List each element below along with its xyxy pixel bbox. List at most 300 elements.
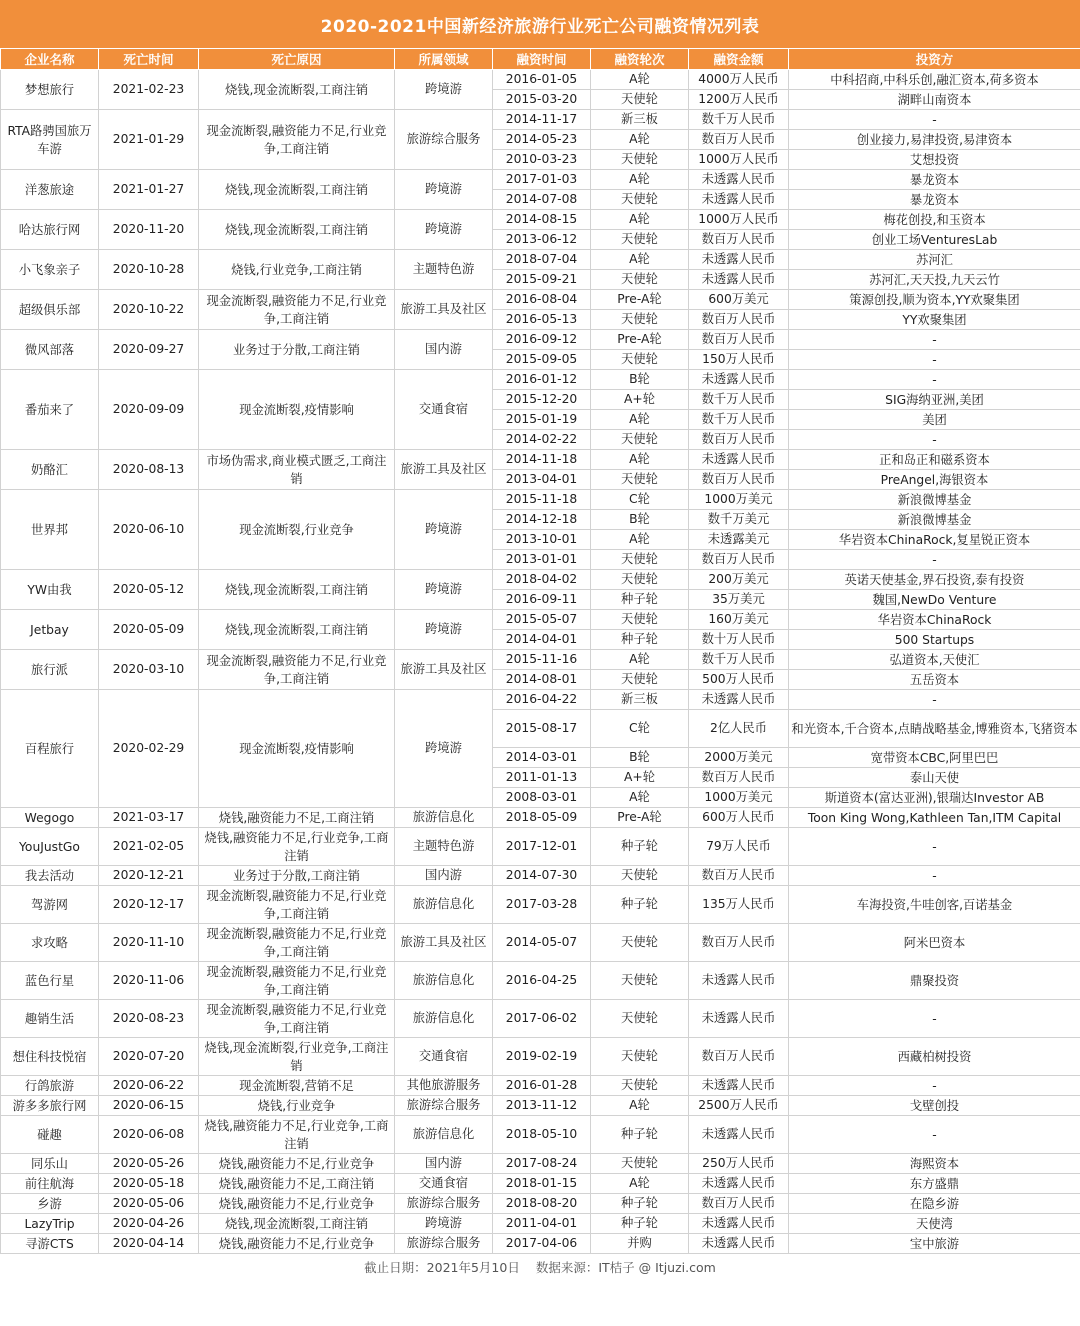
field-cell: 跨境游 xyxy=(395,690,493,808)
round-cell: 天使轮 xyxy=(591,924,689,962)
amount-cell: 数百万人民币 xyxy=(689,470,789,490)
amount-cell: 600万人民币 xyxy=(689,808,789,828)
round-cell: 种子轮 xyxy=(591,1116,689,1154)
funding-date-cell: 2018-01-15 xyxy=(493,1174,591,1194)
death-date-cell: 2020-05-06 xyxy=(99,1194,199,1214)
investors-cell: 华岩资本ChinaRock xyxy=(789,610,1080,630)
col-header-investors: 投资方 xyxy=(789,49,1080,70)
field-cell: 交通食宿 xyxy=(395,1038,493,1076)
company-name-cell: 游多多旅行网 xyxy=(1,1096,99,1116)
company-name-cell: 番茄来了 xyxy=(1,370,99,450)
death-reason-cell: 烧钱,融资能力不足,工商注销 xyxy=(199,1174,395,1194)
death-date-cell: 2020-06-10 xyxy=(99,490,199,570)
funding-date-cell: 2015-09-05 xyxy=(493,350,591,370)
table-row xyxy=(1,1174,1080,1194)
round-cell: 天使轮 xyxy=(591,430,689,450)
round-cell: 天使轮 xyxy=(591,1076,689,1096)
death-date-cell: 2020-10-22 xyxy=(99,290,199,330)
round-cell: A+轮 xyxy=(591,768,689,788)
amount-cell: 1000万美元 xyxy=(689,788,789,808)
col-header-company: 企业名称 xyxy=(1,49,99,70)
death-date-cell: 2020-08-23 xyxy=(99,1000,199,1038)
round-cell: 天使轮 xyxy=(591,670,689,690)
company-name-cell: 同乐山 xyxy=(1,1154,99,1174)
amount-cell: 4000万人民币 xyxy=(689,70,789,90)
company-name-cell: 蓝色行星 xyxy=(1,962,99,1000)
amount-cell: 未透露人民币 xyxy=(689,170,789,190)
field-cell: 旅游综合服务 xyxy=(395,1096,493,1116)
death-date-cell: 2021-02-05 xyxy=(99,828,199,866)
round-cell: 天使轮 xyxy=(591,190,689,210)
round-cell: A轮 xyxy=(591,410,689,430)
field-cell: 交通食宿 xyxy=(395,370,493,450)
table-row xyxy=(1,690,1080,710)
funding-date-cell: 2016-09-12 xyxy=(493,330,591,350)
funding-date-cell: 2015-11-16 xyxy=(493,650,591,670)
funding-date-cell: 2014-11-17 xyxy=(493,110,591,130)
table-row xyxy=(1,210,1080,230)
death-reason-cell: 业务过于分散,工商注销 xyxy=(199,330,395,370)
investors-cell: 斯道资本(富达亚洲),银瑞达Investor AB xyxy=(789,788,1080,808)
round-cell: A轮 xyxy=(591,530,689,550)
death-date-cell: 2021-03-17 xyxy=(99,808,199,828)
amount-cell: 数千万人民币 xyxy=(689,650,789,670)
table-row xyxy=(1,828,1080,866)
amount-cell: 数千万美元 xyxy=(689,510,789,530)
round-cell: Pre-A轮 xyxy=(591,808,689,828)
funding-date-cell: 2016-04-25 xyxy=(493,962,591,1000)
investors-cell: 500 Startups xyxy=(789,630,1080,650)
death-date-cell: 2020-11-06 xyxy=(99,962,199,1000)
investors-cell: PreAngel,海银资本 xyxy=(789,470,1080,490)
funding-date-cell: 2014-12-18 xyxy=(493,510,591,530)
funding-date-cell: 2010-03-23 xyxy=(493,150,591,170)
death-date-cell: 2020-02-29 xyxy=(99,690,199,808)
field-cell: 旅游综合服务 xyxy=(395,110,493,170)
amount-cell: 数千万人民币 xyxy=(689,110,789,130)
amount-cell: 数百万人民币 xyxy=(689,430,789,450)
funding-date-cell: 2016-08-04 xyxy=(493,290,591,310)
company-name-cell: 寻游CTS xyxy=(1,1234,99,1254)
field-cell: 跨境游 xyxy=(395,170,493,210)
death-date-cell: 2021-01-29 xyxy=(99,110,199,170)
death-reason-cell: 烧钱,现金流断裂,工商注销 xyxy=(199,570,395,610)
amount-cell: 未透露人民币 xyxy=(689,1076,789,1096)
round-cell: 天使轮 xyxy=(591,550,689,570)
death-reason-cell: 市场伪需求,商业模式匮乏,工商注销 xyxy=(199,450,395,490)
field-cell: 其他旅游服务 xyxy=(395,1076,493,1096)
table-title: 2020-2021中国新经济旅游行业死亡公司融资情况列表 xyxy=(0,0,1080,48)
funding-date-cell: 2015-05-07 xyxy=(493,610,591,630)
company-name-cell: YW由我 xyxy=(1,570,99,610)
field-cell: 旅游信息化 xyxy=(395,962,493,1000)
death-date-cell: 2020-06-15 xyxy=(99,1096,199,1116)
funding-date-cell: 2014-05-23 xyxy=(493,130,591,150)
investors-cell: - xyxy=(789,330,1080,350)
investors-cell: - xyxy=(789,1116,1080,1154)
investors-cell: 阿米巴资本 xyxy=(789,924,1080,962)
field-cell: 跨境游 xyxy=(395,210,493,250)
death-reason-cell: 烧钱,现金流断裂,工商注销 xyxy=(199,170,395,210)
company-name-cell: 求攻略 xyxy=(1,924,99,962)
amount-cell: 数百万人民币 xyxy=(689,1038,789,1076)
company-name-cell: RTA路骋国旅万车游 xyxy=(1,110,99,170)
company-name-cell: 前往航海 xyxy=(1,1174,99,1194)
funding-date-cell: 2013-06-12 xyxy=(493,230,591,250)
investors-cell: 湖畔山南资本 xyxy=(789,90,1080,110)
table-row xyxy=(1,1000,1080,1038)
death-reason-cell: 烧钱,融资能力不足,行业竞争,工商注销 xyxy=(199,1116,395,1154)
amount-cell: 数百万人民币 xyxy=(689,1194,789,1214)
amount-cell: 35万美元 xyxy=(689,590,789,610)
death-reason-cell: 烧钱,现金流断裂,行业竞争,工商注销 xyxy=(199,1038,395,1076)
company-name-cell: 行鸽旅游 xyxy=(1,1076,99,1096)
amount-cell: 未透露人民币 xyxy=(689,1174,789,1194)
funding-date-cell: 2014-11-18 xyxy=(493,450,591,470)
round-cell: 种子轮 xyxy=(591,1194,689,1214)
investors-cell: - xyxy=(789,370,1080,390)
death-reason-cell: 现金流断裂,融资能力不足,行业竞争,工商注销 xyxy=(199,110,395,170)
table-row xyxy=(1,1038,1080,1076)
amount-cell: 数千万人民币 xyxy=(689,410,789,430)
round-cell: A轮 xyxy=(591,1174,689,1194)
field-cell: 旅游工具及社区 xyxy=(395,450,493,490)
col-header-field: 所属领域 xyxy=(395,49,493,70)
investors-cell: 新浪微博基金 xyxy=(789,490,1080,510)
round-cell: A+轮 xyxy=(591,390,689,410)
round-cell: 种子轮 xyxy=(591,1214,689,1234)
company-name-cell: 想住科技悦宿 xyxy=(1,1038,99,1076)
amount-cell: 数千万人民币 xyxy=(689,390,789,410)
field-cell: 跨境游 xyxy=(395,1214,493,1234)
amount-cell: 数百万人民币 xyxy=(689,768,789,788)
round-cell: 天使轮 xyxy=(591,470,689,490)
investors-cell: - xyxy=(789,430,1080,450)
investors-cell: 和光资本,千合资本,点睛战略基金,博雅资本,飞猪资本 xyxy=(789,710,1080,748)
investors-cell: - xyxy=(789,866,1080,886)
round-cell: 天使轮 xyxy=(591,1154,689,1174)
round-cell: A轮 xyxy=(591,130,689,150)
footer xyxy=(0,1256,1080,1278)
amount-cell: 未透露人民币 xyxy=(689,190,789,210)
table-row xyxy=(1,1076,1080,1096)
field-cell: 旅游信息化 xyxy=(395,886,493,924)
amount-cell: 1000万美元 xyxy=(689,490,789,510)
investors-cell: - xyxy=(789,110,1080,130)
funding-date-cell: 2017-12-01 xyxy=(493,828,591,866)
company-name-cell: 梦想旅行 xyxy=(1,70,99,110)
death-reason-cell: 业务过于分散,工商注销 xyxy=(199,866,395,886)
amount-cell: 数百万人民币 xyxy=(689,230,789,250)
investors-cell: 苏河汇,天天投,九天云竹 xyxy=(789,270,1080,290)
field-cell: 旅游工具及社区 xyxy=(395,650,493,690)
funding-date-cell: 2016-01-28 xyxy=(493,1076,591,1096)
death-date-cell: 2020-05-09 xyxy=(99,610,199,650)
amount-cell: 2500万人民币 xyxy=(689,1096,789,1116)
death-reason-cell: 烧钱,融资能力不足,行业竞争 xyxy=(199,1154,395,1174)
round-cell: 天使轮 xyxy=(591,310,689,330)
round-cell: B轮 xyxy=(591,510,689,530)
death-date-cell: 2020-03-10 xyxy=(99,650,199,690)
investors-cell: 车海投资,牛哇创客,百诺基金 xyxy=(789,886,1080,924)
amount-cell: 1000万人民币 xyxy=(689,150,789,170)
field-cell: 旅游工具及社区 xyxy=(395,924,493,962)
funding-date-cell: 2016-05-13 xyxy=(493,310,591,330)
investors-cell: 西藏柏树投资 xyxy=(789,1038,1080,1076)
company-name-cell: LazyTrip xyxy=(1,1214,99,1234)
funding-date-cell: 2014-07-30 xyxy=(493,866,591,886)
funding-date-cell: 2014-02-22 xyxy=(493,430,591,450)
round-cell: Pre-A轮 xyxy=(591,330,689,350)
investors-cell: 暴龙资本 xyxy=(789,190,1080,210)
table-row xyxy=(1,570,1080,590)
table-row xyxy=(1,290,1080,310)
round-cell: A轮 xyxy=(591,650,689,670)
table-row xyxy=(1,110,1080,130)
funding-date-cell: 2014-05-07 xyxy=(493,924,591,962)
round-cell: B轮 xyxy=(591,370,689,390)
investors-cell: YY欢聚集团 xyxy=(789,310,1080,330)
death-reason-cell: 现金流断裂,融资能力不足,行业竞争,工商注销 xyxy=(199,924,395,962)
amount-cell: 数十万人民币 xyxy=(689,630,789,650)
death-date-cell: 2020-12-17 xyxy=(99,886,199,924)
investors-cell: - xyxy=(789,1076,1080,1096)
death-date-cell: 2020-10-28 xyxy=(99,250,199,290)
amount-cell: 250万人民币 xyxy=(689,1154,789,1174)
round-cell: A轮 xyxy=(591,450,689,470)
investors-cell: 创业工场VenturesLab xyxy=(789,230,1080,250)
company-name-cell: 乡游 xyxy=(1,1194,99,1214)
table-row xyxy=(1,1234,1080,1254)
funding-date-cell: 2015-12-20 xyxy=(493,390,591,410)
company-name-cell: 世界邦 xyxy=(1,490,99,570)
investors-cell: 弘道资本,天使汇 xyxy=(789,650,1080,670)
death-date-cell: 2020-04-14 xyxy=(99,1234,199,1254)
round-cell: A轮 xyxy=(591,170,689,190)
amount-cell: 数百万人民币 xyxy=(689,310,789,330)
table-row xyxy=(1,610,1080,630)
funding-date-cell: 2013-10-01 xyxy=(493,530,591,550)
company-name-cell: Wegogo xyxy=(1,808,99,828)
death-date-cell: 2020-06-22 xyxy=(99,1076,199,1096)
table-row xyxy=(1,1096,1080,1116)
amount-cell: 未透露人民币 xyxy=(689,962,789,1000)
field-cell: 旅游工具及社区 xyxy=(395,290,493,330)
funding-date-cell: 2018-04-02 xyxy=(493,570,591,590)
amount-cell: 未透露人民币 xyxy=(689,450,789,470)
company-name-cell: 哈达旅行网 xyxy=(1,210,99,250)
company-name-cell: YouJustGo xyxy=(1,828,99,866)
field-cell: 旅游信息化 xyxy=(395,1116,493,1154)
table-row xyxy=(1,490,1080,510)
field-cell: 跨境游 xyxy=(395,490,493,570)
table-row xyxy=(1,370,1080,390)
death-reason-cell: 烧钱,融资能力不足,行业竞争 xyxy=(199,1234,395,1254)
table-row xyxy=(1,1214,1080,1234)
death-reason-cell: 现金流断裂,融资能力不足,行业竞争,工商注销 xyxy=(199,290,395,330)
investors-cell: 创业接力,易津投资,易津资本 xyxy=(789,130,1080,150)
field-cell: 旅游信息化 xyxy=(395,1000,493,1038)
amount-cell: 1200万人民币 xyxy=(689,90,789,110)
death-reason-cell: 现金流断裂,营销不足 xyxy=(199,1076,395,1096)
round-cell: A轮 xyxy=(591,250,689,270)
round-cell: 新三板 xyxy=(591,110,689,130)
funding-date-cell: 2011-01-13 xyxy=(493,768,591,788)
funding-date-cell: 2013-01-01 xyxy=(493,550,591,570)
amount-cell: 200万美元 xyxy=(689,570,789,590)
col-header-funding-date: 融资时间 xyxy=(493,49,591,70)
investors-cell: 泰山天使 xyxy=(789,768,1080,788)
investors-cell: SIG海纳亚洲,美团 xyxy=(789,390,1080,410)
investors-cell: - xyxy=(789,1000,1080,1038)
table-row xyxy=(1,450,1080,470)
round-cell: A轮 xyxy=(591,70,689,90)
round-cell: 种子轮 xyxy=(591,886,689,924)
field-cell: 国内游 xyxy=(395,1154,493,1174)
field-cell: 跨境游 xyxy=(395,570,493,610)
funding-date-cell: 2015-03-20 xyxy=(493,90,591,110)
company-name-cell: 小飞象亲子 xyxy=(1,250,99,290)
death-reason-cell: 现金流断裂,融资能力不足,行业竞争,工商注销 xyxy=(199,886,395,924)
investors-cell: 魏国,NewDo Venture xyxy=(789,590,1080,610)
amount-cell: 135万人民币 xyxy=(689,886,789,924)
table-row xyxy=(1,1194,1080,1214)
investors-cell: 天使湾 xyxy=(789,1214,1080,1234)
death-date-cell: 2021-02-23 xyxy=(99,70,199,110)
funding-date-cell: 2015-08-17 xyxy=(493,710,591,748)
death-date-cell: 2020-09-27 xyxy=(99,330,199,370)
col-header-death-date: 死亡时间 xyxy=(99,49,199,70)
field-cell: 旅游综合服务 xyxy=(395,1234,493,1254)
investors-cell: 正和岛正和磁系资本 xyxy=(789,450,1080,470)
company-name-cell: 趣销生活 xyxy=(1,1000,99,1038)
round-cell: 天使轮 xyxy=(591,230,689,250)
investors-cell: 暴龙资本 xyxy=(789,170,1080,190)
death-reason-cell: 现金流断裂,融资能力不足,行业竞争,工商注销 xyxy=(199,962,395,1000)
death-reason-cell: 烧钱,现金流断裂,工商注销 xyxy=(199,610,395,650)
table-row xyxy=(1,70,1080,90)
round-cell: 天使轮 xyxy=(591,350,689,370)
company-name-cell: 奶酪汇 xyxy=(1,450,99,490)
investors-cell: 英诺天使基金,界石投资,泰有投资 xyxy=(789,570,1080,590)
funding-date-cell: 2014-03-01 xyxy=(493,748,591,768)
death-date-cell: 2020-11-20 xyxy=(99,210,199,250)
investors-cell: 华岩资本ChinaRock,复星锐正资本 xyxy=(789,530,1080,550)
funding-date-cell: 2014-08-15 xyxy=(493,210,591,230)
field-cell: 主题特色游 xyxy=(395,828,493,866)
company-name-cell: Jetbay xyxy=(1,610,99,650)
investors-cell: 海熙资本 xyxy=(789,1154,1080,1174)
investors-cell: 美团 xyxy=(789,410,1080,430)
funding-date-cell: 2013-11-12 xyxy=(493,1096,591,1116)
death-reason-cell: 烧钱,行业竞争 xyxy=(199,1096,395,1116)
table-row xyxy=(1,1116,1080,1154)
round-cell: A轮 xyxy=(591,210,689,230)
header-row xyxy=(1,49,1080,70)
round-cell: 天使轮 xyxy=(591,150,689,170)
field-cell: 跨境游 xyxy=(395,70,493,110)
funding-date-cell: 2016-04-22 xyxy=(493,690,591,710)
amount-cell: 未透露人民币 xyxy=(689,270,789,290)
death-reason-cell: 烧钱,现金流断裂,工商注销 xyxy=(199,210,395,250)
table-row xyxy=(1,650,1080,670)
investors-cell: - xyxy=(789,550,1080,570)
amount-cell: 数百万人民币 xyxy=(689,866,789,886)
amount-cell: 数百万人民币 xyxy=(689,550,789,570)
table-body xyxy=(1,70,1080,1254)
footer-cutoff-date: 截止日期：2021年5月10日 xyxy=(364,1260,520,1275)
round-cell: 种子轮 xyxy=(591,630,689,650)
funding-date-cell: 2018-05-09 xyxy=(493,808,591,828)
investors-cell: 戈壁创投 xyxy=(789,1096,1080,1116)
round-cell: C轮 xyxy=(591,490,689,510)
round-cell: 天使轮 xyxy=(591,866,689,886)
death-reason-cell: 现金流断裂,融资能力不足,行业竞争,工商注销 xyxy=(199,1000,395,1038)
company-name-cell: 驾游网 xyxy=(1,886,99,924)
investors-cell: 艾想投资 xyxy=(789,150,1080,170)
footer-source: 数据来源：IT桔子 @ Itjuzi.com xyxy=(535,1260,716,1275)
amount-cell: 160万美元 xyxy=(689,610,789,630)
death-date-cell: 2020-07-20 xyxy=(99,1038,199,1076)
table-row xyxy=(1,866,1080,886)
death-reason-cell: 烧钱,现金流断裂,工商注销 xyxy=(199,70,395,110)
amount-cell: 150万人民币 xyxy=(689,350,789,370)
field-cell: 旅游信息化 xyxy=(395,808,493,828)
funding-date-cell: 2017-03-28 xyxy=(493,886,591,924)
amount-cell: 1000万人民币 xyxy=(689,210,789,230)
funding-date-cell: 2013-04-01 xyxy=(493,470,591,490)
company-financing-table xyxy=(0,48,1080,1254)
investors-cell: 苏河汇 xyxy=(789,250,1080,270)
round-cell: B轮 xyxy=(591,748,689,768)
round-cell: 新三板 xyxy=(591,690,689,710)
company-name-cell: 百程旅行 xyxy=(1,690,99,808)
funding-date-cell: 2018-08-20 xyxy=(493,1194,591,1214)
funding-date-cell: 2014-08-01 xyxy=(493,670,591,690)
round-cell: 天使轮 xyxy=(591,610,689,630)
table-row xyxy=(1,170,1080,190)
investors-cell: - xyxy=(789,828,1080,866)
death-date-cell: 2020-05-12 xyxy=(99,570,199,610)
death-reason-cell: 烧钱,融资能力不足,行业竞争 xyxy=(199,1194,395,1214)
death-date-cell: 2020-09-09 xyxy=(99,370,199,450)
funding-date-cell: 2016-01-12 xyxy=(493,370,591,390)
company-name-cell: 洋葱旅途 xyxy=(1,170,99,210)
amount-cell: 未透露人民币 xyxy=(689,370,789,390)
death-reason-cell: 烧钱,现金流断裂,工商注销 xyxy=(199,1214,395,1234)
death-date-cell: 2020-08-13 xyxy=(99,450,199,490)
funding-date-cell: 2015-01-19 xyxy=(493,410,591,430)
funding-date-cell: 2015-11-18 xyxy=(493,490,591,510)
round-cell: 天使轮 xyxy=(591,962,689,1000)
field-cell: 国内游 xyxy=(395,866,493,886)
investors-cell: 在隐乡游 xyxy=(789,1194,1080,1214)
investors-cell: 中科招商,中科乐创,融汇资本,荷多资本 xyxy=(789,70,1080,90)
investors-cell: 鼎聚投资 xyxy=(789,962,1080,1000)
amount-cell: 未透露人民币 xyxy=(689,250,789,270)
company-name-cell: 微风部落 xyxy=(1,330,99,370)
death-date-cell: 2021-01-27 xyxy=(99,170,199,210)
investors-cell: 宝中旅游 xyxy=(789,1234,1080,1254)
death-reason-cell: 现金流断裂,融资能力不足,行业竞争,工商注销 xyxy=(199,650,395,690)
funding-date-cell: 2017-08-24 xyxy=(493,1154,591,1174)
table-row xyxy=(1,330,1080,350)
field-cell: 旅游综合服务 xyxy=(395,1194,493,1214)
field-cell: 主题特色游 xyxy=(395,250,493,290)
funding-date-cell: 2019-02-19 xyxy=(493,1038,591,1076)
funding-date-cell: 2011-04-01 xyxy=(493,1214,591,1234)
funding-date-cell: 2016-09-11 xyxy=(493,590,591,610)
